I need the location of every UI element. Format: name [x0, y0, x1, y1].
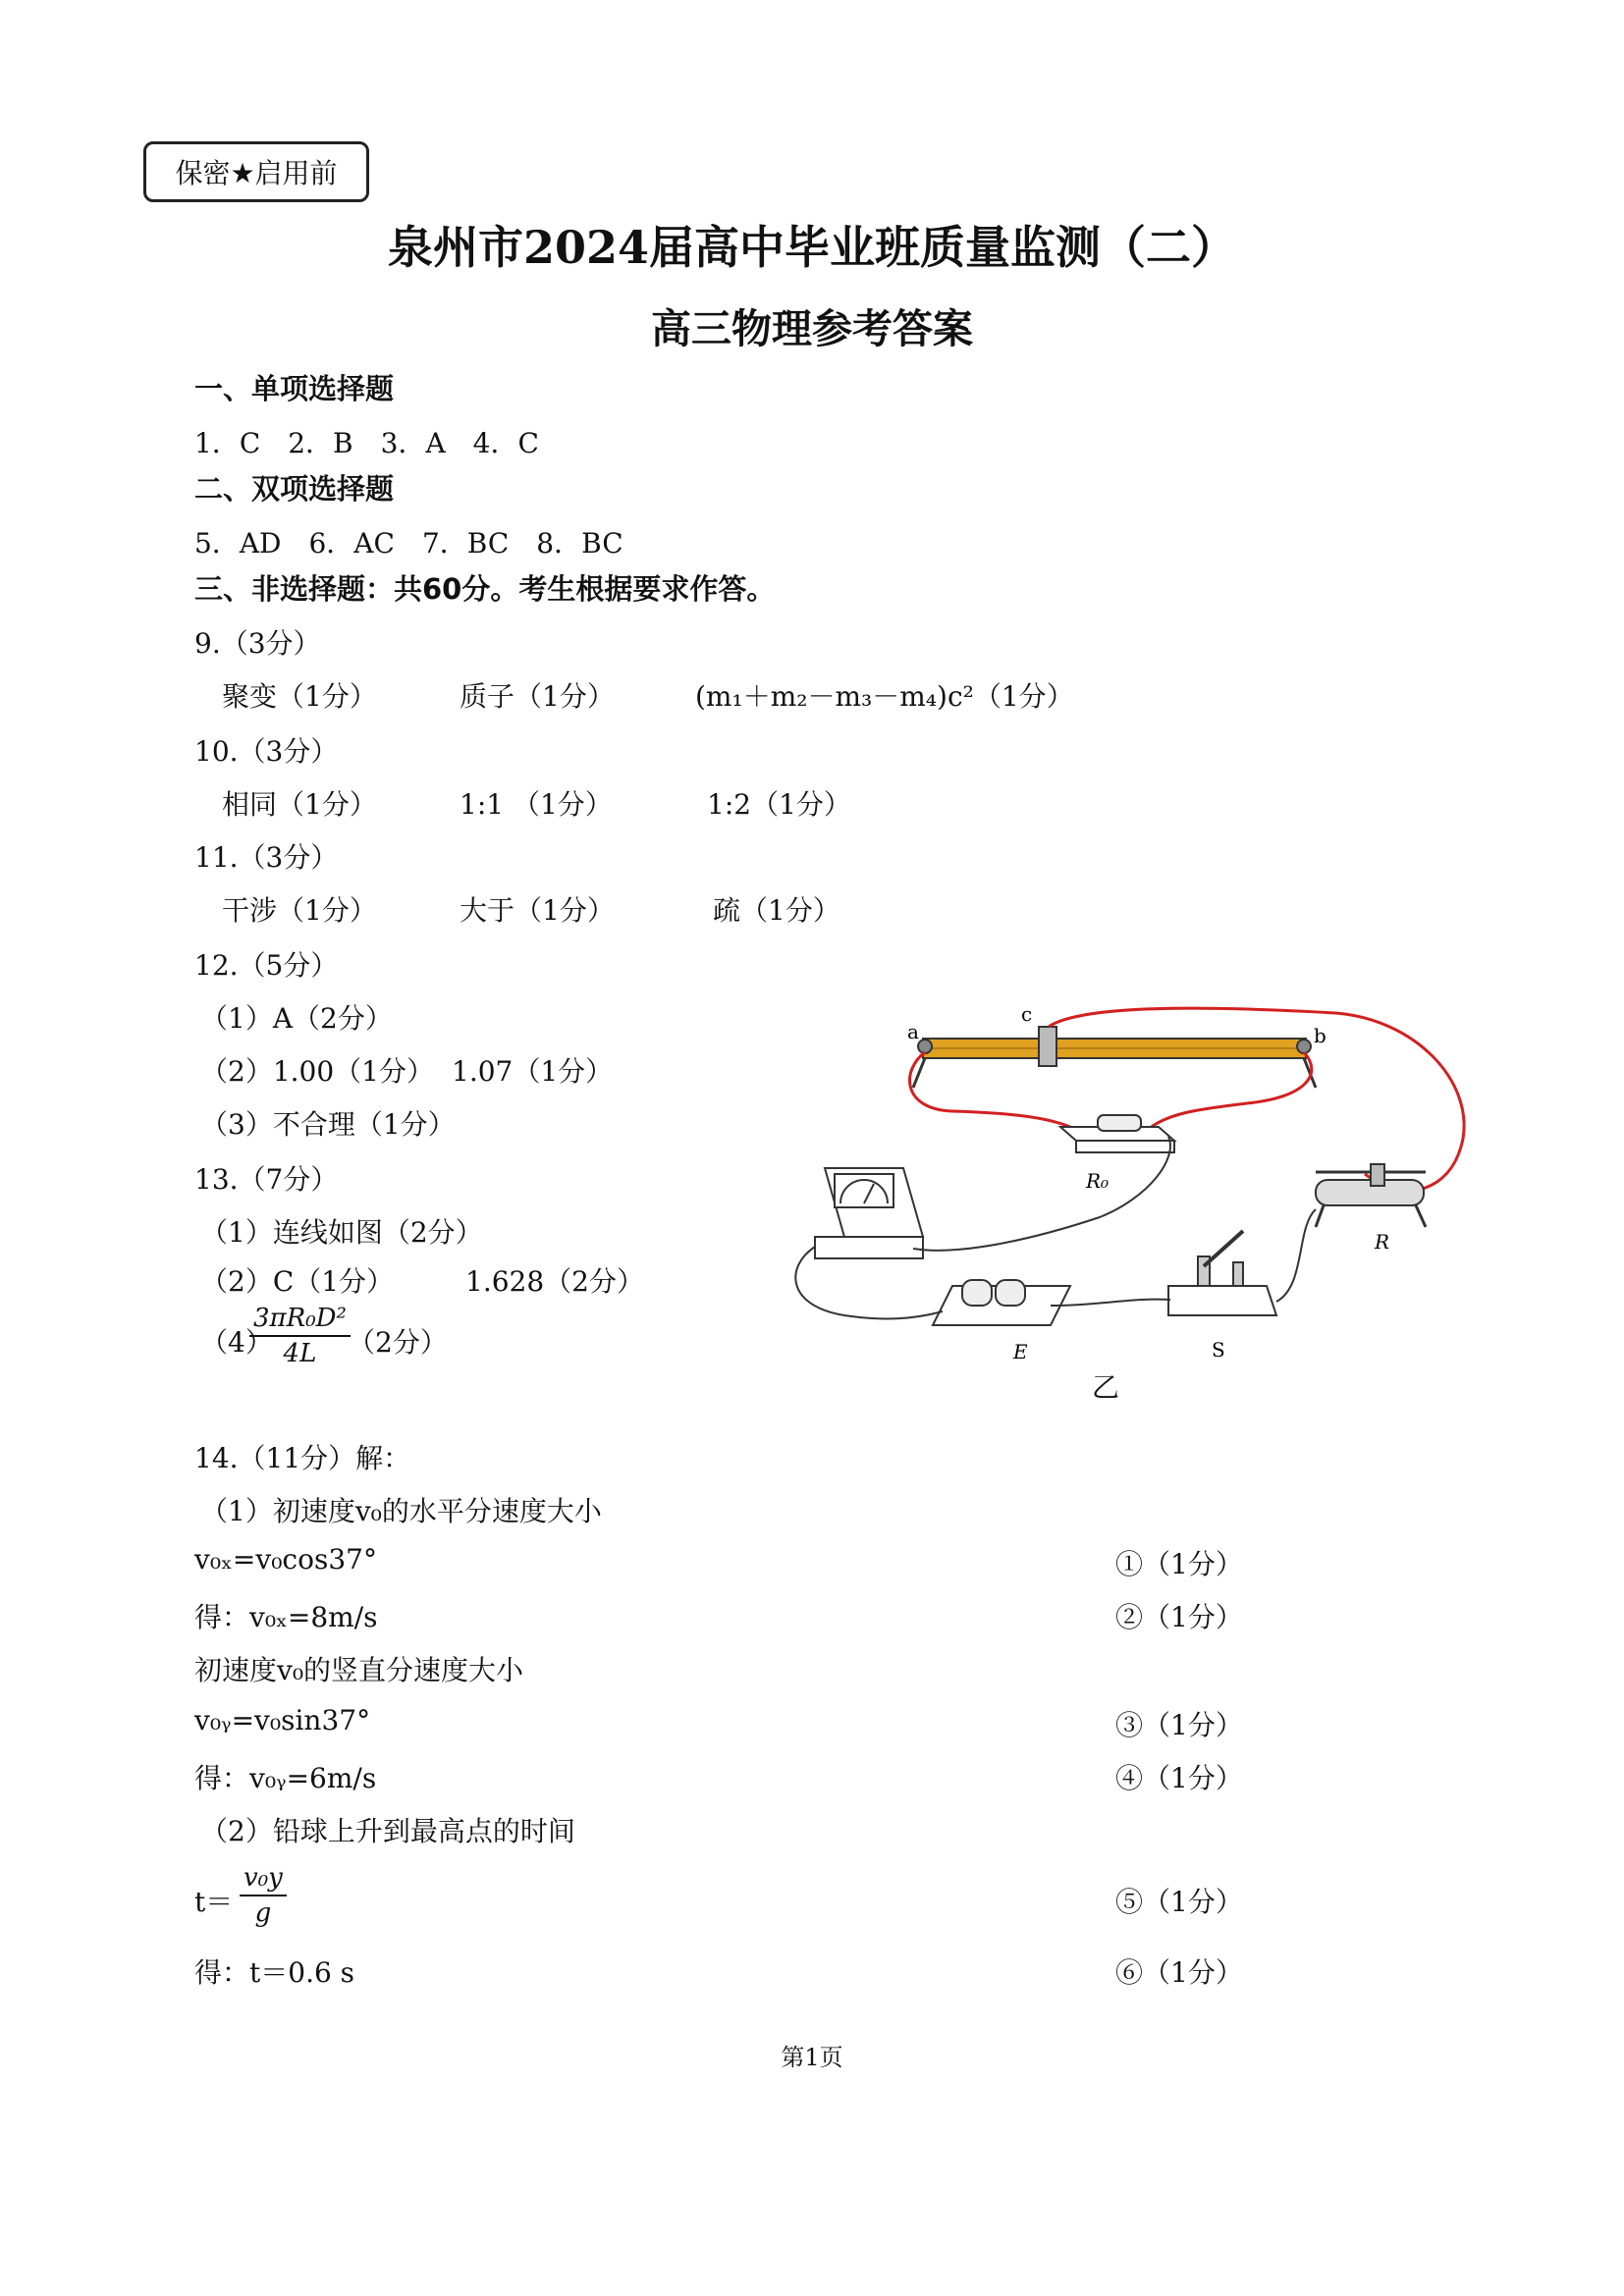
q14-line6: 得：v₀ᵧ=6m/s: [194, 1762, 377, 1794]
circuit-diagram: [785, 991, 1492, 1404]
q14-fraction-denominator: g: [254, 1898, 272, 1928]
q14-line7: （2）铅球上升到最高点的时间: [200, 1815, 575, 1847]
rheostat-r: [1316, 1164, 1426, 1227]
q13-part4-score: （2分）: [348, 1326, 448, 1359]
page-title: 泉州市2024届高中毕业班质量监测（二）: [387, 221, 1237, 274]
q13-part4-fraction: [249, 1304, 351, 1368]
label-c: c: [1021, 1002, 1033, 1026]
wire-r0-to-ammeter: [913, 1137, 1170, 1251]
q14-mark-5: ⑤（1分）: [1115, 1886, 1243, 1918]
wire-battery-to-switch: [1051, 1300, 1170, 1306]
q13-part1: （1）连线如图（2分）: [200, 1216, 483, 1249]
q12-part3: （3）不合理（1分）: [200, 1108, 456, 1141]
q13-part2b: 1.628（2分）: [465, 1265, 644, 1298]
label-s: S: [1212, 1338, 1225, 1362]
q13-part2a: （2）C（1分）: [200, 1265, 395, 1298]
figure-caption: 乙: [1092, 1371, 1120, 1404]
section1-heading: 一、单项选择题: [194, 372, 395, 405]
q12-part2a: （2）1.00（1分）: [200, 1055, 434, 1088]
q14-line3: 得：v₀ₓ=8m/s: [194, 1601, 378, 1633]
q9-answer-2: 质子（1分）: [460, 680, 615, 713]
q9-label: 9.（3分）: [194, 627, 321, 660]
q14-line5: v₀ᵧ=v₀sin37°: [194, 1704, 371, 1736]
battery-e: [933, 1280, 1070, 1325]
q12-part2b: 1.07（1分）: [452, 1055, 614, 1088]
q10-label: 10.（3分）: [194, 735, 339, 768]
q13-part4-prefix: （4）: [200, 1326, 273, 1359]
label-b: b: [1314, 1024, 1326, 1047]
q10-answer-2: 1:1 （1分）: [460, 788, 613, 821]
switch-s: [1168, 1231, 1276, 1315]
q14-mark-6: ⑥（1分）: [1115, 1956, 1243, 1989]
red-wire-c-to-rheostat: [1049, 1008, 1464, 1191]
q14-line2: v₀ₓ=v₀cos37°: [194, 1543, 377, 1575]
section2-heading: 二、双项选择题: [194, 472, 395, 506]
q14-line9: 得：t＝0.6 s: [194, 1956, 355, 1989]
label-r0: R₀: [1086, 1169, 1110, 1193]
ammeter: [815, 1168, 923, 1258]
q13-fraction-denominator: 4L: [283, 1339, 317, 1368]
q11-answer-1: 干涉（1分）: [222, 894, 377, 927]
q11-answer-3: 疏（1分）: [713, 894, 840, 927]
q14-time-fraction: [240, 1863, 287, 1928]
label-e: E: [1013, 1340, 1028, 1363]
q11-label: 11.（3分）: [194, 841, 339, 874]
q14-mark-4: ④（1分）: [1115, 1762, 1243, 1794]
q13-fraction-numerator: 3πR₀D²: [249, 1304, 351, 1337]
q10-answer-1: 相同（1分）: [222, 788, 377, 821]
q14-fraction-numerator: v₀y: [240, 1863, 287, 1896]
confidential-badge: 保密★启用前: [143, 141, 369, 202]
q11-answer-2: 大于（1分）: [460, 894, 615, 927]
q13-label: 13.（7分）: [194, 1163, 339, 1196]
q14-mark-2: ②（1分）: [1115, 1601, 1243, 1633]
q12-label: 12.（5分）: [194, 949, 339, 982]
meter-rule: [913, 1027, 1316, 1088]
page-subtitle: 高三物理参考答案: [651, 305, 973, 352]
page-footer: 第1页: [781, 2044, 843, 2071]
red-wire-b-to-r0: [1149, 1052, 1312, 1129]
q9-answer-1: 聚变（1分）: [222, 680, 377, 713]
label-a: a: [907, 1020, 919, 1043]
q14-line4: 初速度v₀的竖直分速度大小: [194, 1654, 524, 1686]
q9-answer-3: (m₁＋m₂－m₃－m₄)c²（1分）: [695, 680, 1074, 713]
section2-answers: 5．AD 6．AC 7．BC 8．BC: [194, 527, 623, 560]
q14-label: 14.（11分）解：: [194, 1442, 411, 1474]
q10-answer-3: 1:2（1分）: [707, 788, 851, 821]
q14-line1: （1）初速度v₀的水平分速度大小: [200, 1495, 602, 1527]
section1-answers: 1．C 2．B 3．A 4．C: [194, 427, 539, 459]
q14-line8-prefix: t＝: [194, 1886, 234, 1918]
q12-part1: （1）A（2分）: [200, 1002, 393, 1035]
q14-mark-1: ①（1分）: [1115, 1548, 1243, 1580]
resistor-r0: [1060, 1115, 1174, 1152]
label-r: R: [1375, 1230, 1390, 1254]
q14-mark-3: ③（1分）: [1115, 1709, 1243, 1741]
section3-heading: 三、非选择题：共60分。考生根据要求作答。: [194, 572, 776, 606]
wire-switch-to-rheostat: [1276, 1209, 1316, 1302]
